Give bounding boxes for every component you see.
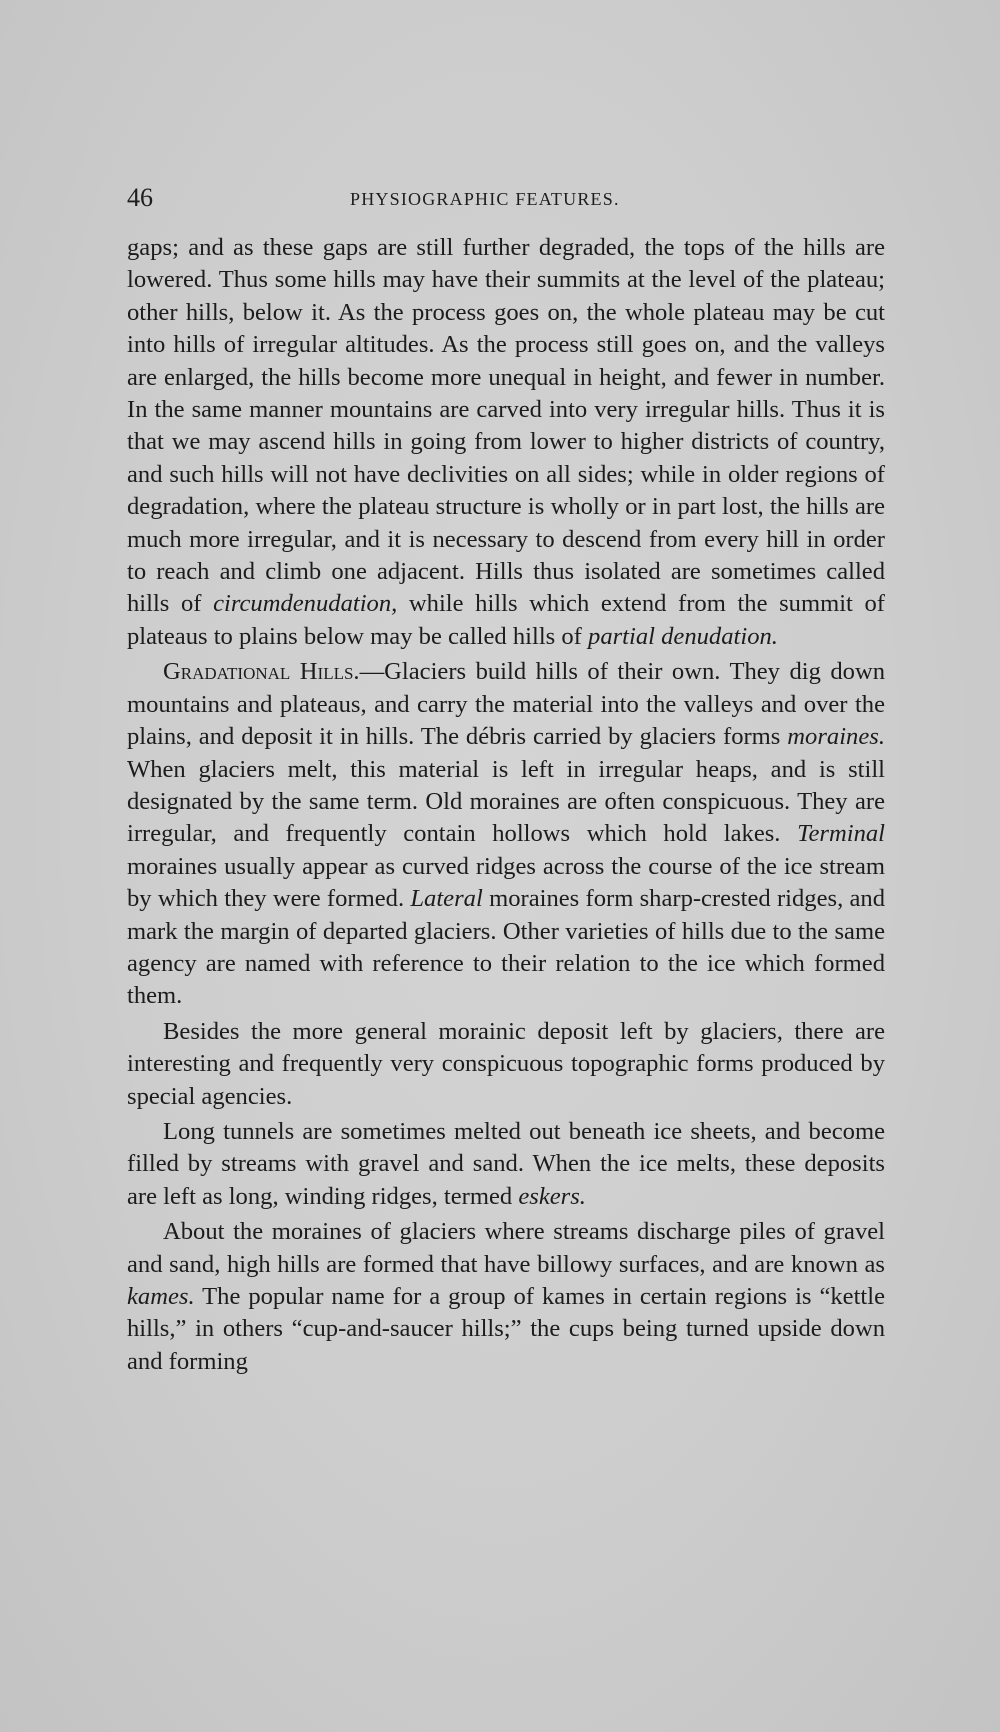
paragraph-kames [127,1216,885,1378]
text-run: gaps; and as these gaps are still further degraded, the tops of the hills are lowered. Thus some hills may have their summits at the level of the plateau; other hills, below it. As the process goes on, the whole plateau may be cut into hills of irregular altitudes. As the process still goes on, and the valleys are enlarged, the hills become more unequal in height, and fewer in number. In the same manner mountains are carved into very irregular hills. Thus it is that we may ascend hills in going from lower to higher districts of country, and such hills will not have declivities on all sides; while in older regions of degradation, where the plateau structure is wholly or in part lost, the hills are much more irregular, and it is necessary to descend from every hill in order to reach and climb one adjacent. Hills thus isolated are sometimes called hills of [127,234,885,618]
running-title: PHYSIOGRAPHIC FEATURES. [350,189,620,209]
text-run: moraines form sharp-crested ridges, and mark the margin of departed glaciers. Other varieties of hills due to the same agency are named with reference to their relation to the ice which formed them. [127,885,886,1010]
body-text [127,232,885,1381]
section-heading: Gradational Hills. [163,658,360,686]
italic-term: moraines. [787,723,885,751]
paragraph-gradational-hills [127,656,885,1012]
italic-term: Terminal [797,820,885,848]
text-run: About the moraines of glaciers where streams discharge piles of gravel and sand, high hills are formed that have billowy surfaces, and are known as [127,1218,885,1278]
text-run: while hills which extend from the summit of plateaus to plains below may be called hills of [127,590,885,650]
page-number: 46 [127,183,153,212]
italic-term: Lateral [410,885,483,913]
paragraph-eskers [127,1116,885,1213]
text-run: —Glaciers build hills of their own. They dig down mountains and plateaus, and carry the material into the valleys and over the plains, and deposit it in hills. The débris carried by glaciers forms [127,658,885,751]
text-run: Long tunnels are sometimes melted out beneath ice sheets, and become filled by streams with gravel and sand. When the ice melts, these deposits are left as long, winding ridges, termed [127,1117,885,1210]
text-run: moraines usually appear as curved ridges across the course of the ice stream by which they were formed. [127,852,885,913]
italic-term: circumdenudation, [213,590,398,618]
text-run: The popular name for a group of kames in certain regions is “kettle hills,” in others “cup-and-saucer hills;” the cups being turned upside down and forming [127,1283,885,1375]
paragraph-hill-erosion [127,232,885,653]
italic-term: partial denudation. [588,622,778,650]
running-head [127,183,887,217]
italic-term: kames. [127,1283,195,1310]
text-run: When glaciers melt, this material is left in irregular heaps, and is still designated by the same term. Old moraines are often conspicuous. They are irregular, and frequently contain hollows which hold lakes. [127,755,885,848]
paragraph-morainic-deposit: Besides the more general morainic deposit left by glaciers, there are interesting and frequently very conspicuous topographic forms produced by special agencies. [127,1017,885,1110]
italic-term: eskers. [518,1182,586,1210]
